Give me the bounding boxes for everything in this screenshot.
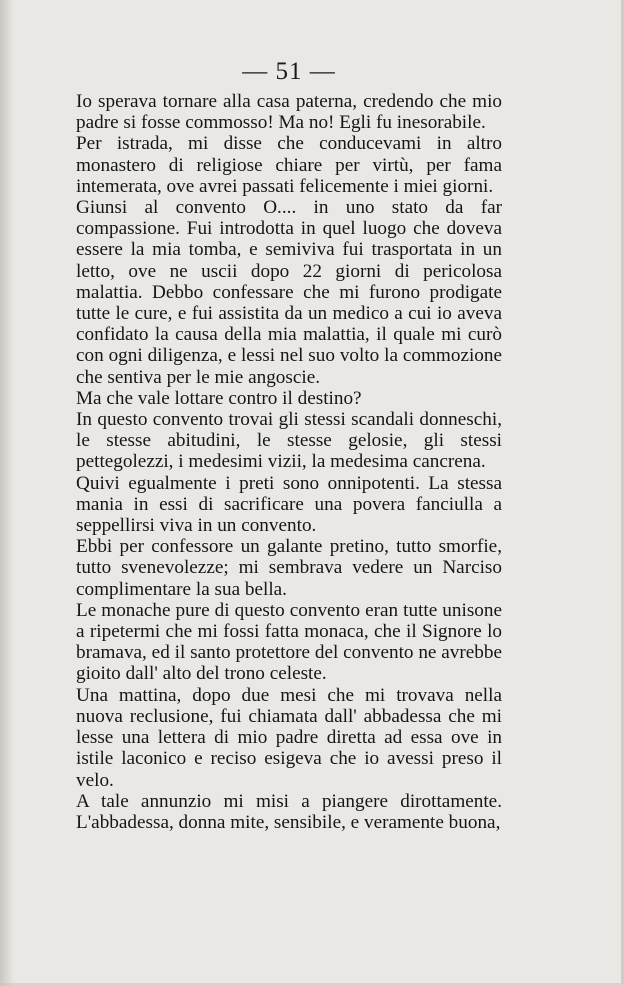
paragraph: Ma che vale lottare contro il destino? [76,387,362,409]
paragraph: Una mattina, dopo due mesi che mi trovava nella nuova reclusione, fui chiamata dall' abbadessa che mi lesse una lettera di mio padre diretta ad essa ove in istile laconico e reciso esigeva che io avessi preso il velo. [76,684,502,791]
paragraph: Io sperava tornare alla casa paterna, credendo che mio padre si fosse commosso! Ma no! Egli fu inesorabile. [76,91,502,134]
paragraph: Quivi egualmente i preti sono onnipotenti. La stessa mania in essi di sacrificare una povera fanciulla a seppellirsi viva in un convento. [76,472,502,537]
paragraph: Le monache pure di questo convento eran tutte unisone a ripetermi che mi fossi fatta monaca, che il Signore lo bramava, ed il santo protettore del convento ne avrebbe gioito dall' alto del trono celeste. [76,599,502,685]
paragraph: In questo convento trovai gli stessi scandali donneschi, le stesse abitudini, le stesse gelosie, gli stessi pettegolezzi, i medesimi vizii, la medesima cancrena. [76,409,502,473]
paragraph: Ebbi per confessore un galante pretino, tutto smorfie, tutto svenevolezze; mi sembrava vedere un Narciso complimentare la sua bella. [76,536,502,600]
paragraph: A tale annunzio mi misi a piangere dirottamente. L'abbadessa, donna mite, sensibile, e veramente buona, [76,790,502,833]
body-text [76,91,502,833]
page-edge-shadow [0,0,14,986]
page-number: — 51 — [242,58,336,85]
paragraph: Giunsi al convento O.... in uno stato da far compassione. Fui introdotta in quel luogo che doveva essere la mia tomba, e semiviva fui trasportata in un letto, ove ne uscii dopo 22 giorni di pericolosa malattia. Debbo confessare che mi furono prodigate tutte le cure, e fui assistita da un medico a cui io aveva confidato la causa della mia malattia, il quale mi curò con ogni diligenza, e lessi nel suo volto la commozione che sentiva per le mie angoscie. [76,197,502,388]
paragraph: Per istrada, mi disse che conducevami in altro monastero di religiose chiare per virtù, per fama intemerata, ove avrei passati felicemente i miei giorni. [76,133,502,197]
